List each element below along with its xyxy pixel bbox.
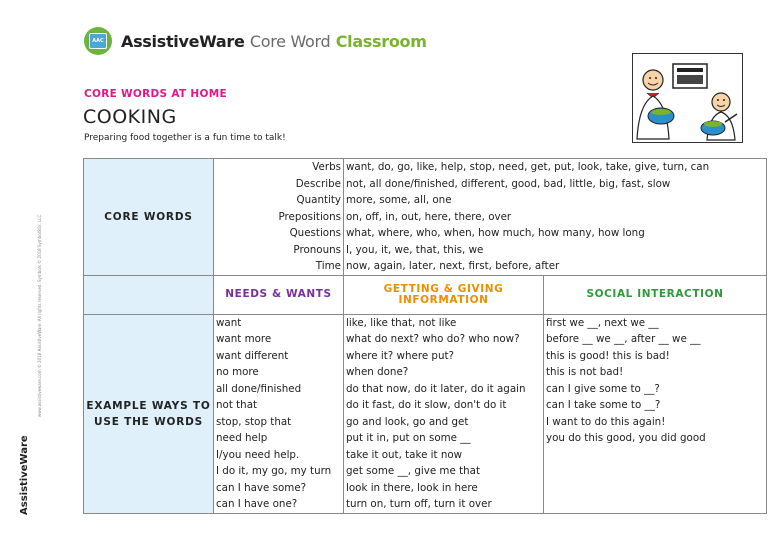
needs-phrase: need help [216,432,268,444]
getting-phrase: do that now, do it later, do it again [346,382,526,395]
getting-phrase: take it out, take it now [346,448,463,461]
social-phrase: can I take some to __? [546,399,661,411]
core-words-table [83,158,767,514]
category-word-list: want, do, go, like, help, stop, need, get, put, look, take, give, turn, can [346,161,710,173]
category-words [344,159,767,276]
examples-heading: EXAMPLE WAYS TO USE THE WORDS [84,314,214,513]
category-names [214,159,344,276]
getting-list [344,314,544,513]
legal-text: www.assistiveware.com © 2018 AssistiveWare. All rights reserved. Symbols © 2018 SymbolStix, LLC [37,214,42,417]
needs-list [214,314,344,513]
category-word-list: not, all done/finished, different, good, bad, little, big, fast, slow [346,177,671,190]
getting-phrase: what do next? who do? who now? [346,333,520,345]
brand-part-1: AssistiveWare [121,32,245,51]
needs-phrase: can I have some? [216,481,307,494]
category-word-list: more, some, all, one [346,194,452,206]
needs-phrase: stop, stop that [216,415,292,428]
getting-phrase: like, like that, not like [346,316,457,329]
social-interaction-header: SOCIAL INTERACTION [544,275,767,314]
brand-part-2: Core Word [249,32,331,51]
getting-phrase: look in there, look in here [346,481,478,494]
sidebar-brand: AssistiveWare [19,435,30,515]
section-label: CORE WORDS AT HOME [84,88,227,100]
getting-phrase: where it? where put? [346,349,454,362]
category-name: Time [315,260,341,272]
getting-phrase: get some __, give me that [346,465,480,477]
needs-phrase: want more [216,333,272,345]
aac-logo-icon [84,27,112,55]
social-phrase: this is good! this is bad! [546,349,670,362]
examples-row [84,314,767,513]
needs-phrase: not that [216,399,258,411]
category-name: Describe [295,177,341,190]
social-phrase: before __ we __, after __ we __ [546,333,701,345]
header-blank [84,275,214,314]
aac-badge: AAC [89,33,107,49]
category-name: Quantity [296,194,341,206]
brand-part-3: Classroom [335,32,427,51]
social-phrase: I want to do this again! [546,415,666,428]
getting-phrase: turn on, turn off, turn it over [346,498,492,510]
category-name: Prepositions [278,210,341,223]
page-subtitle: Preparing food together is a fun time to talk! [84,133,286,143]
brand-title [121,32,427,51]
column-header-row [84,275,767,314]
category-name: Verbs [312,161,341,173]
category-word-list: I, you, it, we, that, this, we [346,243,484,256]
sidebar [14,165,46,515]
needs-phrase: want [216,316,242,329]
needs-phrase: want different [216,349,289,362]
needs-phrase: no more [216,366,259,378]
social-list [544,314,767,513]
getting-giving-header: GETTING & GIVING INFORMATION [344,275,544,314]
core-words-row [84,159,767,276]
social-phrase: this is not bad! [546,366,624,378]
getting-phrase: put it in, put on some __ [346,432,471,444]
cooking-people-icon [633,54,742,142]
needs-phrase: I/you need help. [216,448,300,461]
category-word-list: on, off, in, out, here, there, over [346,210,512,223]
cooking-illustration [632,53,743,143]
needs-wants-header: NEEDS & WANTS [214,275,344,314]
needs-phrase: can I have one? [216,498,298,510]
core-words-heading: CORE WORDS [84,159,214,276]
needs-phrase: I do it, my go, my turn [216,465,332,477]
getting-phrase: when done? [346,366,409,378]
page-title: COOKING [83,106,177,128]
social-phrase: can I give some to __? [546,382,660,395]
category-name: Pronouns [293,243,341,256]
social-phrase: you do this good, you did good [546,432,706,444]
category-word-list: now, again, later, next, first, before, after [346,260,560,272]
category-word-list: what, where, who, when, how much, how many, how long [346,227,645,239]
getting-phrase: do it fast, do it slow, don't do it [346,399,507,411]
category-name: Questions [289,227,341,239]
getting-phrase: go and look, go and get [346,415,469,428]
social-phrase: first we __, next we __ [546,316,659,329]
needs-phrase: all done/finished [216,382,302,395]
